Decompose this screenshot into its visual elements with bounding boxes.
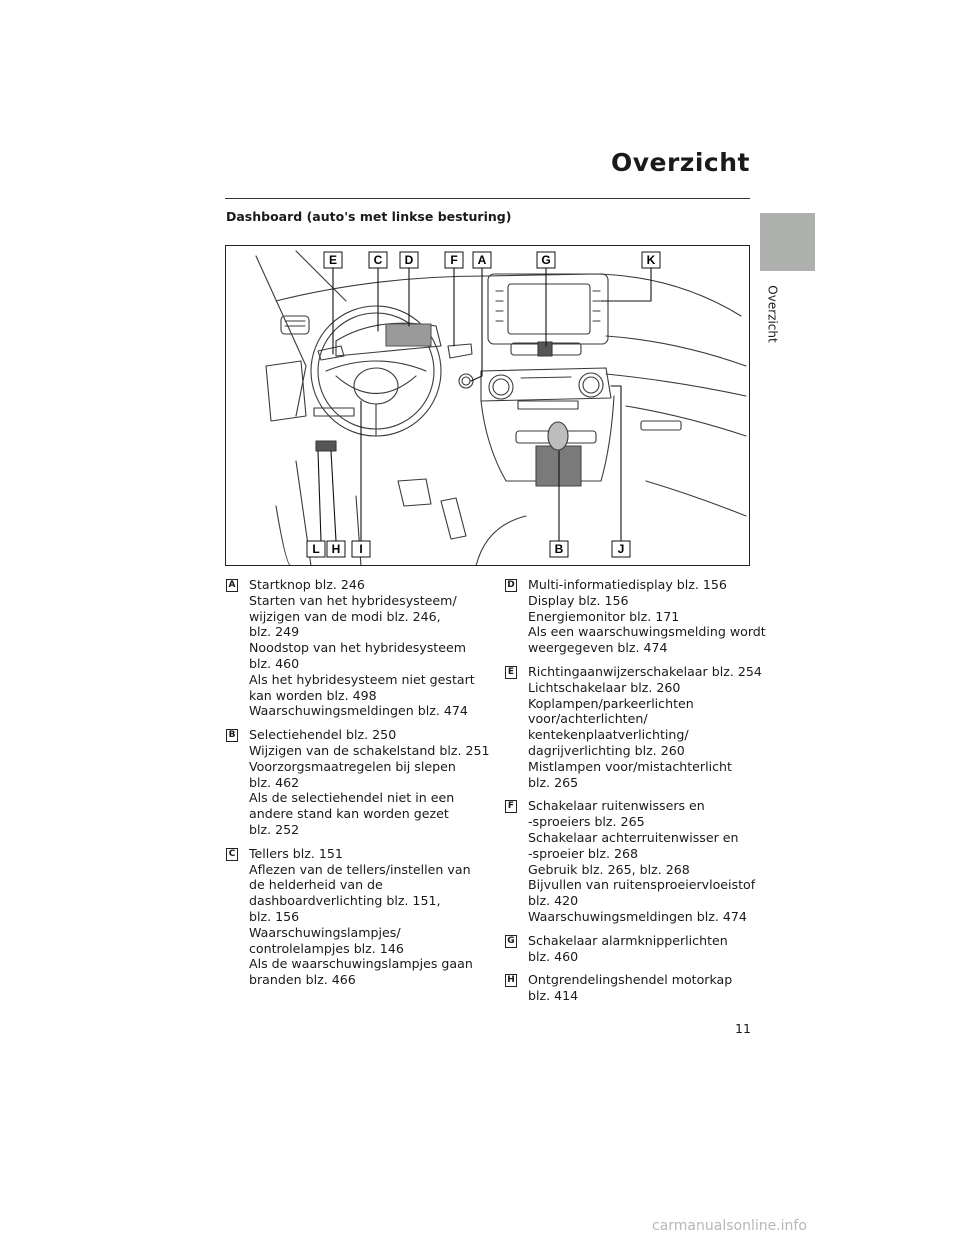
hood-release-area xyxy=(316,441,336,451)
item-line: blz. 420 xyxy=(528,893,579,909)
item-line: -sproeier blz. 268 xyxy=(528,845,639,861)
item-line: Noodstop van het hybridesysteem xyxy=(249,640,466,656)
item-line: blz. 460 xyxy=(528,948,579,964)
title-divider xyxy=(225,198,750,199)
callout-l xyxy=(307,541,325,557)
item-line: blz. 460 xyxy=(249,655,300,671)
svg-text:I: I xyxy=(359,542,363,556)
item-line: Tellers blz. 151 xyxy=(249,845,343,861)
item-letter-badge: D xyxy=(505,579,517,592)
callout-j xyxy=(612,541,630,557)
item-line: controlelampjes blz. 146 xyxy=(249,940,404,956)
item-line: blz. 462 xyxy=(249,774,300,790)
callout-k xyxy=(642,252,660,268)
item-letter-badge: F xyxy=(505,800,517,813)
item-line: Als de waarschuwingslampjes gaan xyxy=(249,956,473,972)
item-line: wijzigen van de modi blz. 246, xyxy=(249,608,441,624)
item-line: kan worden blz. 498 xyxy=(249,687,377,703)
item-line: blz. 414 xyxy=(528,988,579,1004)
item-line: Multi-informatiedisplay blz. 156 xyxy=(528,577,727,592)
item-line: Energiemonitor blz. 171 xyxy=(528,608,680,624)
item-d xyxy=(505,577,766,656)
svg-text:J: J xyxy=(617,542,625,556)
item-line: Aflezen van de tellers/instellen van xyxy=(249,861,471,877)
accelerator-pedal xyxy=(441,498,466,539)
svg-text:A: A xyxy=(477,253,487,267)
item-letter-badge: A xyxy=(226,579,238,592)
item-column-right xyxy=(505,577,766,1012)
item-line: weergegeven blz. 474 xyxy=(528,640,668,656)
item-line: Waarschuwingslampjes/ xyxy=(249,924,401,940)
svg-text:F: F xyxy=(450,253,458,267)
item-line: dagrijverlichting blz. 260 xyxy=(528,742,685,758)
item-line: Lichtschakelaar blz. 260 xyxy=(528,679,681,695)
shift-lever xyxy=(548,422,568,450)
item-line: Waarschuwingsmeldingen blz. 474 xyxy=(528,908,747,924)
callout-f xyxy=(445,252,463,268)
item-line: Mistlampen voor/mistachterlicht xyxy=(528,758,732,774)
page-number: 11 xyxy=(735,1021,751,1036)
item-f xyxy=(505,798,755,924)
item-line: Schakelaar alarmknipperlichten xyxy=(528,932,728,948)
callout-c xyxy=(369,252,387,268)
svg-text:H: H xyxy=(331,542,341,556)
callout-g xyxy=(537,252,555,268)
item-line: Startknop blz. 246 xyxy=(249,577,365,592)
item-line: Display blz. 156 xyxy=(528,592,629,608)
item-line: andere stand kan worden gezet xyxy=(249,806,449,822)
item-line: Als een waarschuwingsmelding wordt xyxy=(528,624,766,640)
brake-pedal xyxy=(398,479,431,506)
item-line: blz. 265 xyxy=(528,774,579,790)
dashboard-illustration xyxy=(225,245,750,566)
svg-text:C: C xyxy=(373,253,383,267)
callout-h xyxy=(327,541,345,557)
item-line: voor/achterlichten/ xyxy=(528,711,648,727)
svg-text:B: B xyxy=(554,542,564,556)
item-line: Koplampen/parkeerlichten xyxy=(528,695,694,711)
item-line: Waarschuwingsmeldingen blz. 474 xyxy=(249,703,468,719)
item-line: Gebruik blz. 265, blz. 268 xyxy=(528,861,690,877)
item-line: Wijzigen van de schakelstand blz. 251 xyxy=(249,742,490,758)
section-subtitle: Dashboard (auto's met linkse besturing) xyxy=(226,209,512,224)
item-line: Als het hybridesysteem niet gestart xyxy=(249,671,475,687)
svg-text:K: K xyxy=(646,253,656,267)
item-line: Ontgrendelingshendel motorkap xyxy=(528,972,733,988)
item-line: Selectiehendel blz. 250 xyxy=(249,727,397,743)
callout-b xyxy=(550,541,568,557)
item-letter-badge: E xyxy=(505,666,517,679)
item-letter-badge: C xyxy=(226,848,238,861)
svg-text:G: G xyxy=(541,253,551,267)
item-line: Bijvullen van ruitensproeiervloeistof xyxy=(528,877,756,893)
item-b xyxy=(226,727,490,838)
chapter-tab-label: Overzicht xyxy=(766,285,780,343)
item-line: blz. 252 xyxy=(249,821,300,837)
item-a xyxy=(226,577,486,719)
item-line: branden blz. 466 xyxy=(249,972,356,988)
item-column-left xyxy=(226,577,490,996)
item-line: -sproeiers blz. 265 xyxy=(528,814,645,830)
item-letter-badge: B xyxy=(226,729,238,742)
svg-text:D: D xyxy=(404,253,414,267)
callout-d xyxy=(400,252,418,268)
watermark[interactable]: carmanualsonline.info xyxy=(652,1218,807,1234)
callout-i xyxy=(352,541,370,557)
item-line: Starten van het hybridesysteem/ xyxy=(249,592,457,608)
windshield-line xyxy=(256,256,306,416)
svg-text:L: L xyxy=(312,542,320,556)
svg-text:E: E xyxy=(328,253,338,267)
callout-e xyxy=(324,252,342,268)
dashboard-right-contour xyxy=(606,336,746,366)
item-line: Schakelaar achterruitenwisser en xyxy=(528,829,739,845)
item-line: de helderheid van de xyxy=(249,877,383,893)
page-title: Overzicht xyxy=(610,148,750,177)
item-line: Richtingaanwijzerschakelaar blz. 254 xyxy=(528,663,762,679)
item-line: blz. 249 xyxy=(249,624,300,640)
item-line: Voorzorgsmaatregelen bij slepen xyxy=(249,758,456,774)
item-line: Schakelaar ruitenwissers en xyxy=(528,798,705,814)
chapter-tab[interactable] xyxy=(760,213,815,271)
item-letter-badge: H xyxy=(505,974,517,987)
multi-info-display xyxy=(386,324,431,346)
item-e xyxy=(505,663,762,790)
item-line: Als de selectiehendel niet in een xyxy=(249,790,455,806)
item-line: dashboardverlichting blz. 151, xyxy=(249,893,441,909)
callout-a xyxy=(473,252,491,268)
item-g xyxy=(505,933,755,965)
item-c xyxy=(226,846,486,988)
item-letter-badge: G xyxy=(505,935,517,948)
item-line: kentekenplaatverlichting/ xyxy=(528,727,689,743)
item-h xyxy=(505,972,755,1004)
left-vent xyxy=(281,316,309,334)
item-line: blz. 156 xyxy=(249,908,300,924)
